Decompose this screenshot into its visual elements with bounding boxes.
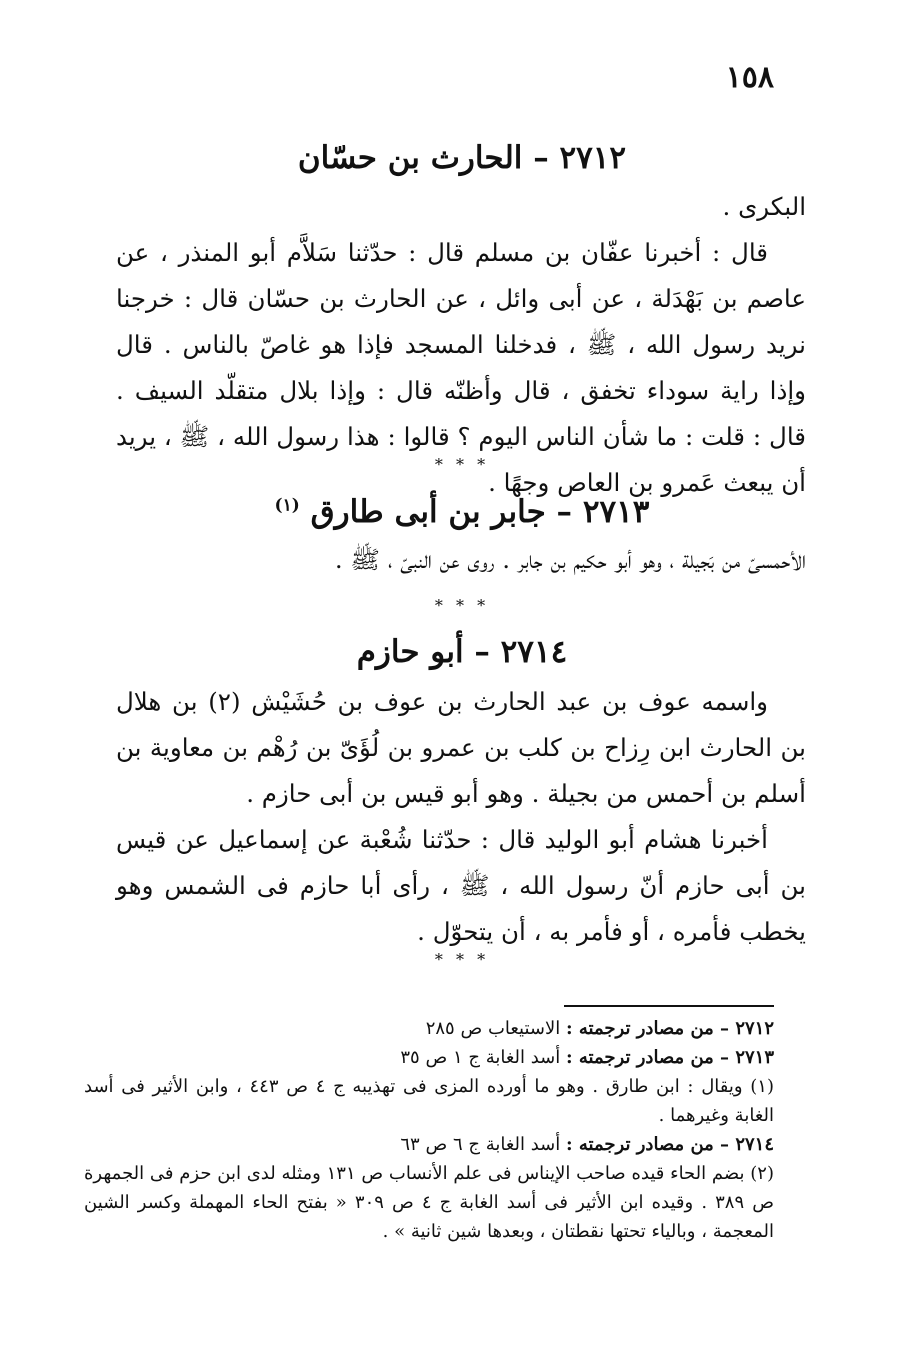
- entry-2714-paragraph-1: واسمه عوف بن عبد الحارث بن عوف بن حُشَيْش (٢) بن هلال بن الحارث ابن رِزاح بن كلب بن عمرو بن لُؤَىّ بن رُهْم بن معاوية بن أسلم بن أحمس من بجيلة . وهو أبو قيس بن أبى حازم .: [116, 687, 806, 808]
- section-separator-3: * * *: [434, 950, 490, 969]
- entry-body-2714: [116, 679, 806, 955]
- entry-body-2713: [116, 537, 806, 583]
- footnote-1: (١) ويقال : ابن طارق . وهو ما أورده المزى فى تهذيبه ج ٤ ص ٤٤٣ ، وابن الأثير فى أسد الغابة وغيرهما .: [84, 1076, 774, 1126]
- page-number: ١٥٨: [725, 60, 774, 95]
- footnote-source-2714: ٢٧١٤ – من مصادر ترجمته : أسد الغابة ج ٦ ص ٦٣: [400, 1134, 774, 1155]
- footnote-marker-1: (١): [274, 495, 300, 516]
- section-separator-1: * * *: [434, 455, 490, 474]
- entry-2712-paragraph-2: قال : أخبرنا عفّان بن مسلم قال : حدّثنا سَلاَّم أبو المنذر ، عن عاصم بن بَهْدَلة ، عن أبى وائل ، عن الحارث بن حسّان قال : خرجنا نريد رسول الله ، ﷺ ، فدخلنا المسجد فإذا هو غاصّ بالناس . قال وإذا راية سوداء تخفق ، قال وأظنّه قال : وإذا بلال متقلّد السيف . قال : قلت : ما شأن الناس اليوم ؟ قالوا : هذا رسول الله ، ﷺ ، يريد أن يبعث عَمرو بن العاص وجهًا .: [116, 238, 806, 497]
- footnote-2: (٢) بضم الحاء قيده صاحب الإيناس فى علم الأنساب ص ١٣١ ومثله لدى ابن حزم فى الجمهرة ص ٣٨٩ . وقيده ابن الأثير فى أسد الغابة ج ٤ ص ٣٠٩ « بفتح الحاء المهملة وكسر الشين المعجمة ، وبالياء تحتها نقطتان ، وبعدها شين ثانية » .: [84, 1163, 775, 1242]
- footnote-source-2713: ٢٧١٣ – من مصادر ترجمته : أسد الغابة ج ١ ص ٣٥: [400, 1047, 774, 1068]
- section-separator-2: * * *: [434, 596, 490, 615]
- footnote-rule: [564, 1005, 774, 1007]
- entry-2713-paragraph-1: الأحمسىّ من بَجيلة ، وهو أبو حكيم بن جابر . روى عن النبىّ ، ﷺ .: [334, 545, 806, 574]
- entry-title-2713: [0, 494, 924, 530]
- entry-title-2713-text: ٢٧١٣ – جابر بن أبى طارق: [310, 494, 650, 530]
- entry-title-2712: ٢٧١٢ – الحارث بن حسّان: [297, 140, 627, 176]
- footnote-source-2712: ٢٧١٢ – من مصادر ترجمته : الاستيعاب ص ٢٨٥: [425, 1018, 774, 1039]
- entry-2714-paragraph-2: أخبرنا هشام أبو الوليد قال : حدّثنا شُعْبة عن إسماعيل عن قيس بن أبى حازم أنّ رسول الله ، ﷺ ، رأى أبا حازم فى الشمس وهو يخطب فأمره ، أو فأمر به ، أن يتحوّل .: [116, 825, 806, 946]
- footnotes: [84, 1014, 774, 1246]
- entry-2712-paragraph-1: البكرى .: [722, 192, 806, 221]
- entry-title-2714: ٢٧١٤ – أبو حازم: [356, 634, 568, 670]
